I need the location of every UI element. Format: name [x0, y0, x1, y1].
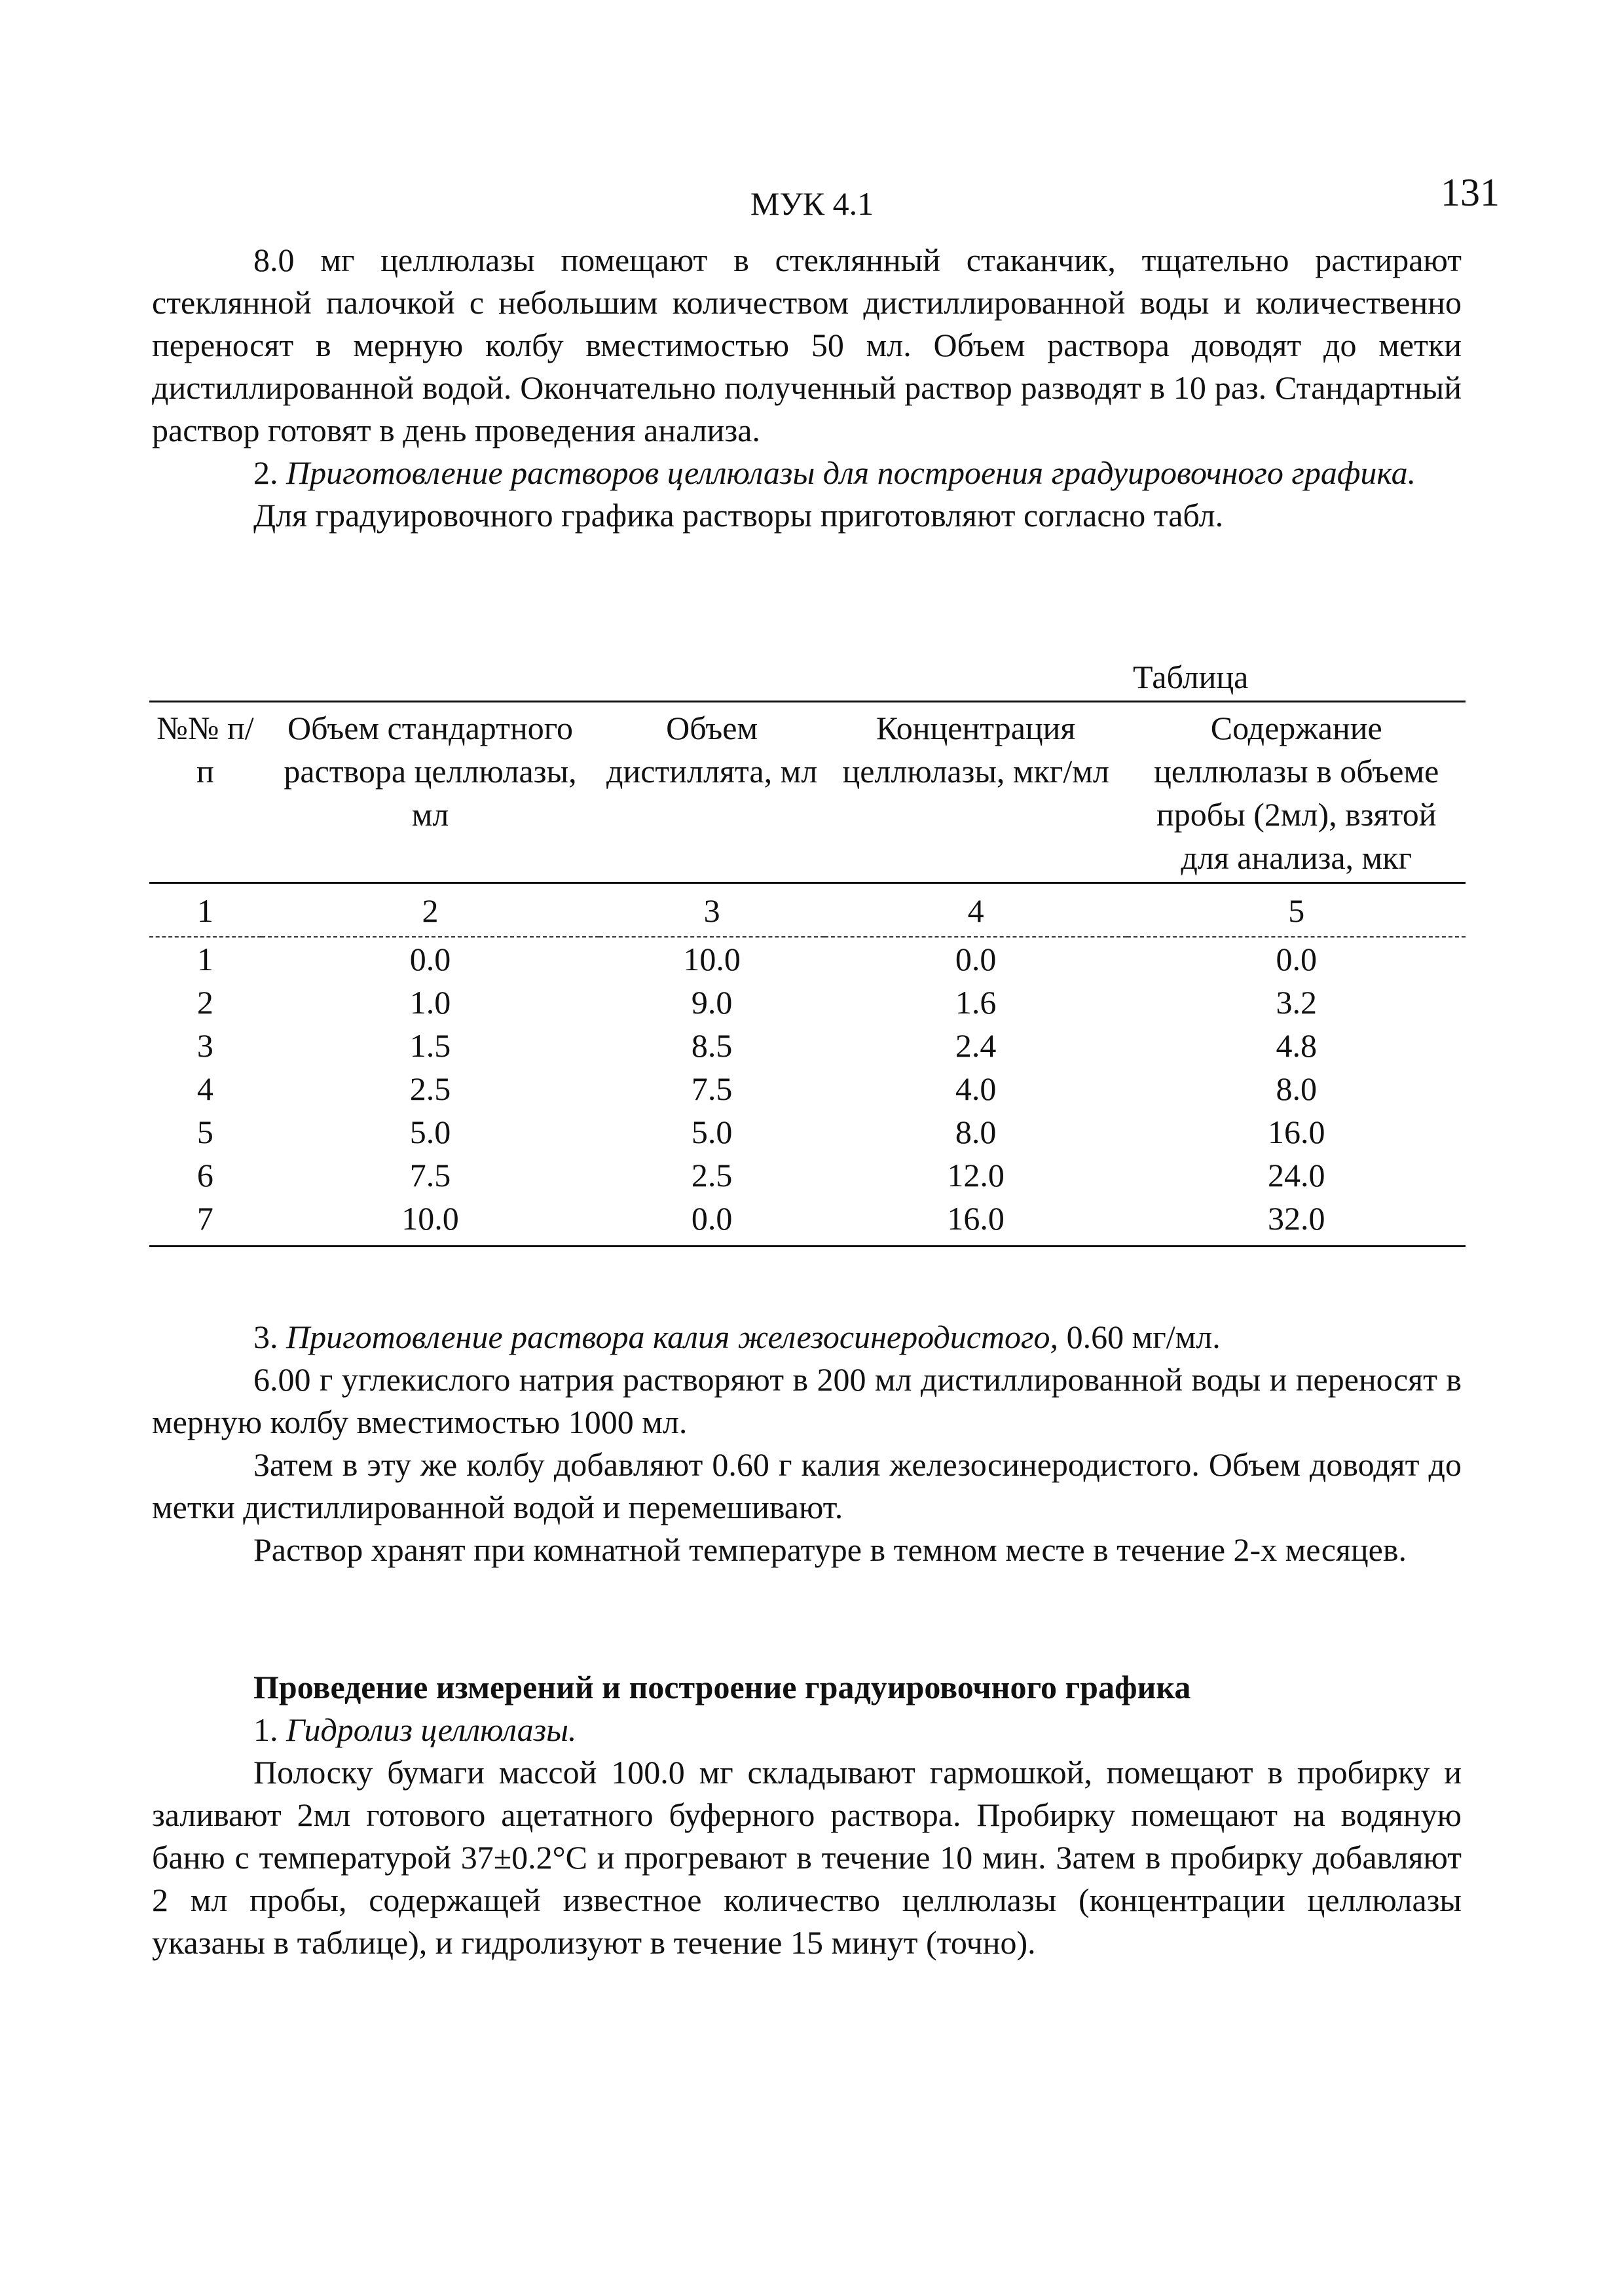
table-cell: 0.0: [1276, 941, 1317, 977]
table-cell: 1.5: [409, 1027, 451, 1064]
table-cell: 2: [196, 984, 213, 1021]
header-cell-content: Содержание целлюлазы в объеме пробы (2мл), взятой для анализа, мкг: [1127, 702, 1466, 883]
section-2-heading: [152, 452, 1462, 494]
section-2-title: Приготовление растворов целлюлазы для построения градуировочного графика.: [286, 454, 1416, 491]
table-cell: 3.2: [1276, 984, 1317, 1021]
page-header: [0, 171, 1624, 230]
column-number: 1: [149, 883, 261, 938]
section-3-paragraph: Раствор хранят при комнатной температуре в темном месте в течение 2-х месяцев.: [253, 1531, 1407, 1568]
header-cell-std-volume: Объем стандартного раствора целлюлазы, мл: [261, 702, 600, 883]
table-cell: 24.0: [1267, 1157, 1325, 1194]
table-cell: 1.0: [409, 984, 451, 1021]
table-cell: 5.0: [409, 1114, 451, 1150]
table-cell: 10.0: [683, 941, 741, 977]
section-3-heading: [152, 1316, 1462, 1358]
table-cell: 3: [196, 1027, 213, 1064]
table-row: [149, 937, 1466, 981]
table-cell: 2.4: [955, 1027, 997, 1064]
table-cell: 8.5: [691, 1027, 733, 1064]
table-cell: 1: [196, 941, 213, 977]
table-cell: 10.0: [261, 1197, 600, 1247]
table-cell: 0.0: [955, 941, 997, 977]
table-cell: 8.0: [955, 1114, 997, 1150]
intro-section: [152, 239, 1462, 537]
column-number: 3: [599, 883, 824, 938]
table-cell: 7.5: [409, 1157, 451, 1194]
measurements-heading: Проведение измерений и построение градуировочного графика: [253, 1669, 1191, 1705]
hydrolysis-number: 1.: [253, 1711, 278, 1748]
section-3-concentration: 0.60 мг/мл.: [1058, 1319, 1221, 1355]
header-cell-index: №№ п/п: [149, 702, 261, 883]
measurements-section: [152, 1666, 1462, 1964]
intro-paragraph: 8.0 мг целлюлазы помещают в стеклянный стаканчик, тщательно растирают стеклянной палочкой с небольшим количеством дистиллированной воды и количественно переносят в мерную колбу вместимостью 50 мл. Объем раствора доводят до метки дистиллированной водой. Окончательно полученный раствор разводят в 10 раз. Стандартный раствор готовят в день проведения анализа.: [152, 242, 1462, 448]
section-2-text: Для градуировочного графика растворы приготовляют согласно табл.: [253, 497, 1224, 534]
table-cell: 16.0: [824, 1197, 1128, 1247]
table-header-row: [149, 702, 1466, 883]
table-cell: 32.0: [1127, 1197, 1466, 1247]
table-cell: 7.5: [691, 1070, 733, 1107]
column-number: 2: [261, 883, 600, 938]
table-cell: 12.0: [947, 1157, 1005, 1194]
section-3-title: Приготовление раствора калия железосинеродистого,: [286, 1319, 1059, 1355]
hydrolysis-heading: [152, 1709, 1462, 1751]
table-cell: 5.0: [691, 1114, 733, 1150]
table-row: [149, 1154, 1466, 1197]
section-2-number: 2.: [253, 454, 278, 491]
table-cell: 1.6: [955, 984, 997, 1021]
table-cell: 8.0: [1276, 1070, 1317, 1107]
table-cell: 4.8: [1276, 1027, 1317, 1064]
table-cell: 4: [196, 1070, 213, 1107]
hydrolysis-paragraph: Полоску бумаги массой 100.0 мг складывают гармошкой, помещают в пробирку и заливают 2мл готового ацетатного буферного раствора. Пробирку помещают на водяную баню с температурой 37±0.2°С и прогревают в течение 10 мин. Затем в пробирку добавляют 2 мл пробы, содержащей известное количество целлюлазы (концентрации целлюлазы указаны в таблице), и гидролизуют в течение 15 минут (точно).: [152, 1754, 1462, 1961]
page-number: 131: [1441, 171, 1500, 214]
hydrolysis-title: Гидролиз целлюлазы.: [286, 1711, 577, 1748]
table-row: [149, 1197, 1466, 1247]
table-row: [149, 1110, 1466, 1154]
section-3-paragraph: Затем в эту же колбу добавляют 0.60 г калия железосинеродистого. Объем доводят до метки дистиллированной водой и перемешивают.: [152, 1446, 1462, 1525]
header-cell-distillate: Объем дистиллята, мл: [599, 702, 824, 883]
table-row: [149, 1067, 1466, 1110]
dilution-table: [149, 701, 1466, 1247]
section-3-paragraph: 6.00 г углекислого натрия растворяют в 200 мл дистиллированной воды и переносят в мерную колбу вместимостью 1000 мл.: [152, 1361, 1462, 1440]
table-cell: 9.0: [691, 984, 733, 1021]
table-cell: 16.0: [1267, 1114, 1325, 1150]
column-number: 4: [824, 883, 1128, 938]
table-cell: 0.0: [599, 1197, 824, 1247]
section-3-number: 3.: [253, 1319, 278, 1355]
table-cell: 0.0: [409, 941, 451, 977]
section-3: [152, 1316, 1462, 1571]
document-code: МУК 4.1: [750, 185, 874, 222]
table-caption: Таблица: [1133, 659, 1249, 695]
table-cell: 6: [196, 1157, 213, 1194]
table-row: [149, 981, 1466, 1024]
table-cell: 2.5: [691, 1157, 733, 1194]
column-number-row: [149, 883, 1466, 938]
header-cell-concentration: Концентрация целлюлазы, мкг/мл: [824, 702, 1128, 883]
table-cell: 4.0: [955, 1070, 997, 1107]
table-cell: 7: [149, 1197, 261, 1247]
table-row: [149, 1024, 1466, 1067]
table-cell: 2.5: [409, 1070, 451, 1107]
column-number: 5: [1127, 883, 1466, 938]
table-cell: 5: [196, 1114, 213, 1150]
